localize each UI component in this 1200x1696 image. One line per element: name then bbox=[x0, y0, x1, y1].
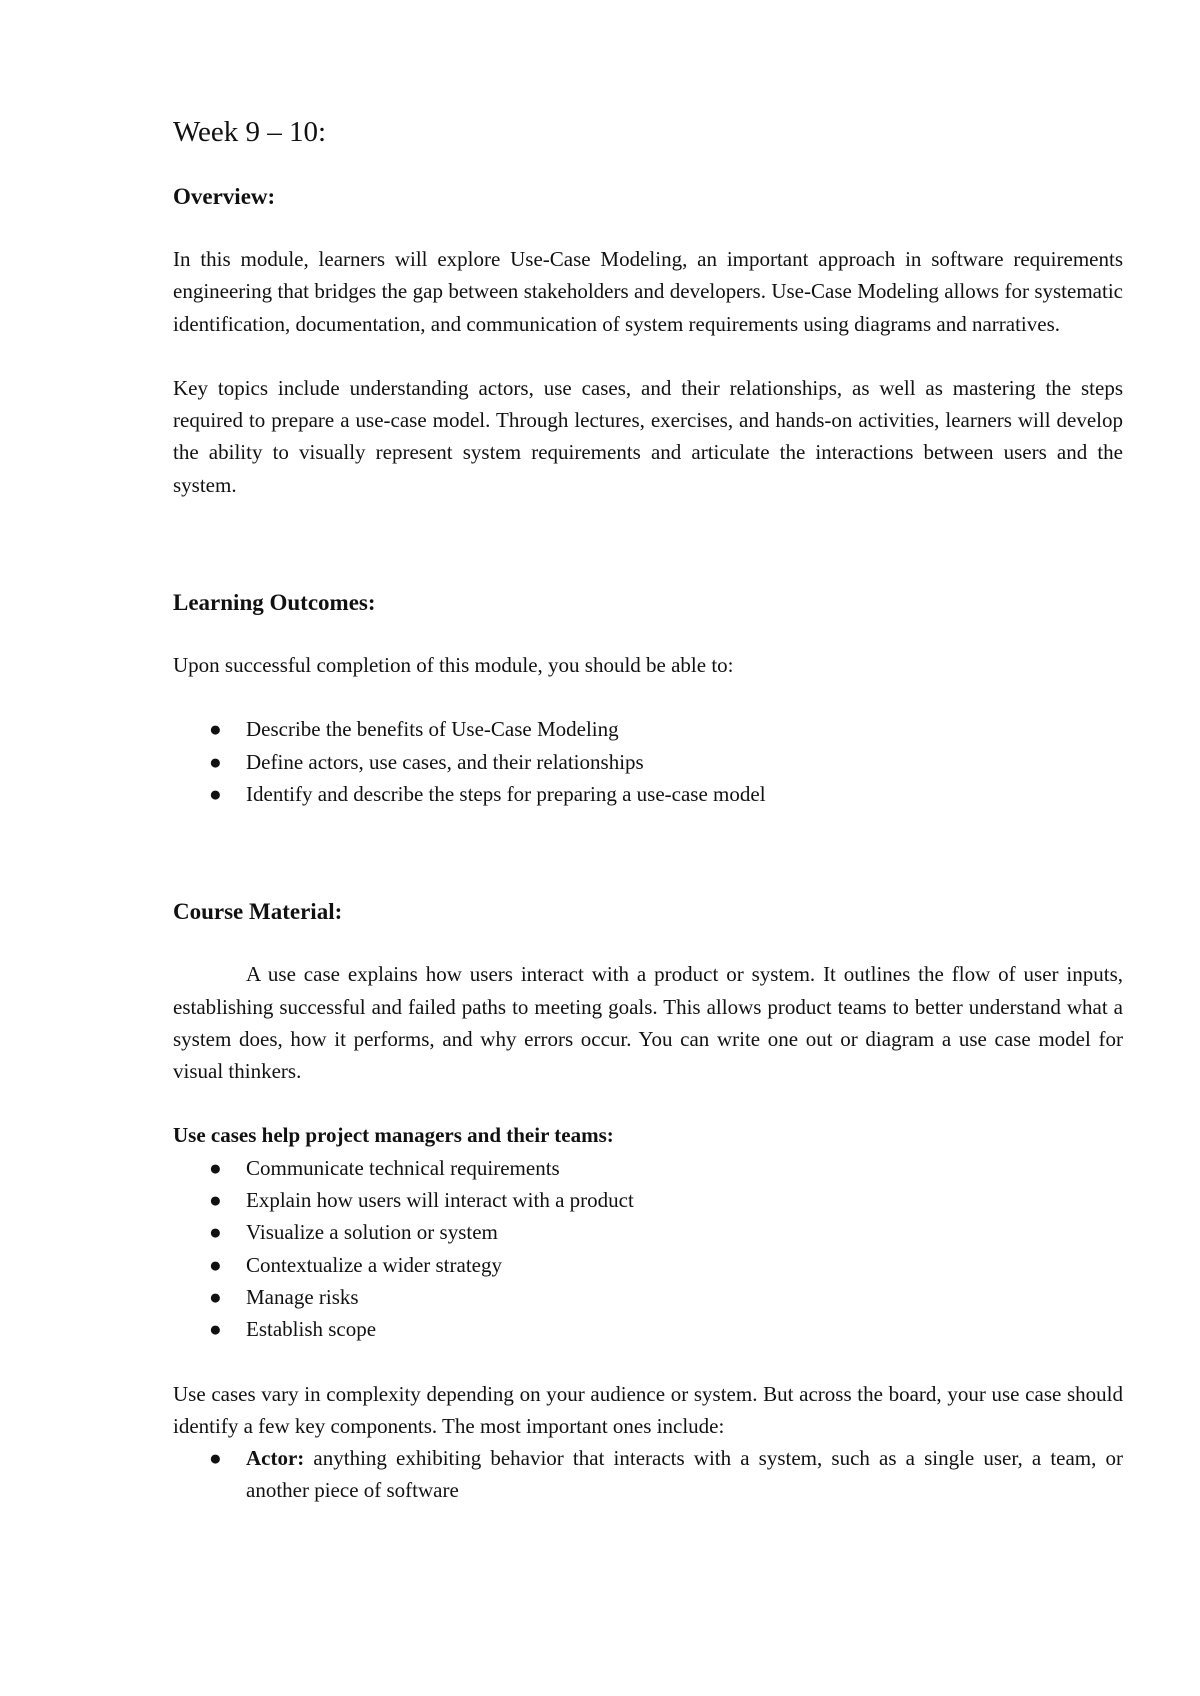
course-material-heading: Course Material: bbox=[173, 899, 343, 925]
bullet-icon: ● bbox=[209, 1155, 222, 1180]
list-item-text: Manage risks bbox=[246, 1284, 359, 1309]
list-item bbox=[173, 1442, 1123, 1507]
bullet-icon: ● bbox=[209, 749, 222, 774]
list-item-text: Identify and describe the steps for preparing a use-case model bbox=[246, 781, 766, 806]
list-item-text: Establish scope bbox=[246, 1317, 377, 1342]
bullet-icon: ● bbox=[209, 717, 222, 742]
list-item bbox=[173, 746, 1123, 778]
list-item bbox=[173, 778, 1123, 810]
list-item-text: Describe the benefits of Use-Case Modeling bbox=[246, 717, 619, 742]
list-item-text: Visualize a solution or system bbox=[246, 1220, 498, 1245]
use-cases-help-list bbox=[173, 1152, 1123, 1346]
component-term: Actor: bbox=[246, 1446, 305, 1471]
list-item bbox=[173, 1152, 1123, 1184]
list-item bbox=[173, 1281, 1123, 1313]
bullet-icon: ● bbox=[209, 1188, 222, 1213]
components-list bbox=[173, 1442, 1123, 1507]
learning-outcomes-intro: Upon successful completion of this module, you should be able to: bbox=[173, 653, 734, 678]
list-item bbox=[173, 713, 1123, 745]
bullet-icon: ● bbox=[209, 1317, 222, 1342]
bullet-icon: ● bbox=[209, 1220, 222, 1245]
list-item bbox=[173, 1184, 1123, 1216]
bullet-icon: ● bbox=[209, 1252, 222, 1277]
list-item-text: Communicate technical requirements bbox=[246, 1155, 560, 1180]
week-heading: Week 9 – 10: bbox=[173, 116, 327, 148]
use-cases-help-heading: Use cases help project managers and their teams: bbox=[173, 1123, 614, 1148]
list-item-text: Explain how users will interact with a product bbox=[246, 1188, 634, 1213]
list-item bbox=[173, 1216, 1123, 1248]
overview-paragraph-2: Key topics include understanding actors, use cases, and their relationships, as well as mastering the steps required to prepare a use-case model. Through lectures, exercises, and hands-on activities, learners will develop the ability to visually represent system requirements and articulate the interactions between users and the system. bbox=[173, 375, 1123, 497]
document-page bbox=[173, 112, 1123, 1507]
bullet-icon: ● bbox=[209, 781, 222, 806]
learning-outcomes-heading: Learning Outcomes: bbox=[173, 590, 376, 616]
list-item-text: Define actors, use cases, and their relationships bbox=[246, 749, 644, 774]
overview-heading: Overview: bbox=[173, 184, 276, 209]
list-item-text: Contextualize a wider strategy bbox=[246, 1252, 502, 1277]
list-item bbox=[173, 1249, 1123, 1281]
component-definition: anything exhibiting behavior that interacts with a system, such as a single user, a team, or another piece of software bbox=[246, 1446, 1123, 1503]
list-item bbox=[173, 1313, 1123, 1345]
learning-outcomes-list bbox=[173, 713, 1123, 810]
course-material-intro: A use case explains how users interact with a product or system. It outlines the flow of user inputs, establishing successful and failed paths to meeting goals. This allows product teams to better understand what a system does, how it performs, and why errors occur. You can write one out or diagram a use case model for visual thinkers. bbox=[173, 962, 1123, 1084]
bullet-icon: ● bbox=[209, 1446, 222, 1471]
components-paragraph: Use cases vary in complexity depending on your audience or system. But across the board, your use case should identify a few key components. The most important ones include: bbox=[173, 1381, 1123, 1438]
bullet-icon: ● bbox=[209, 1284, 222, 1309]
overview-paragraph-1: In this module, learners will explore Use-Case Modeling, an important approach in software requirements engineering that bridges the gap between stakeholders and developers. Use-Case Modeling allows for systematic identification, documentation, and communication of system requirements using diagrams and narratives. bbox=[173, 247, 1123, 336]
